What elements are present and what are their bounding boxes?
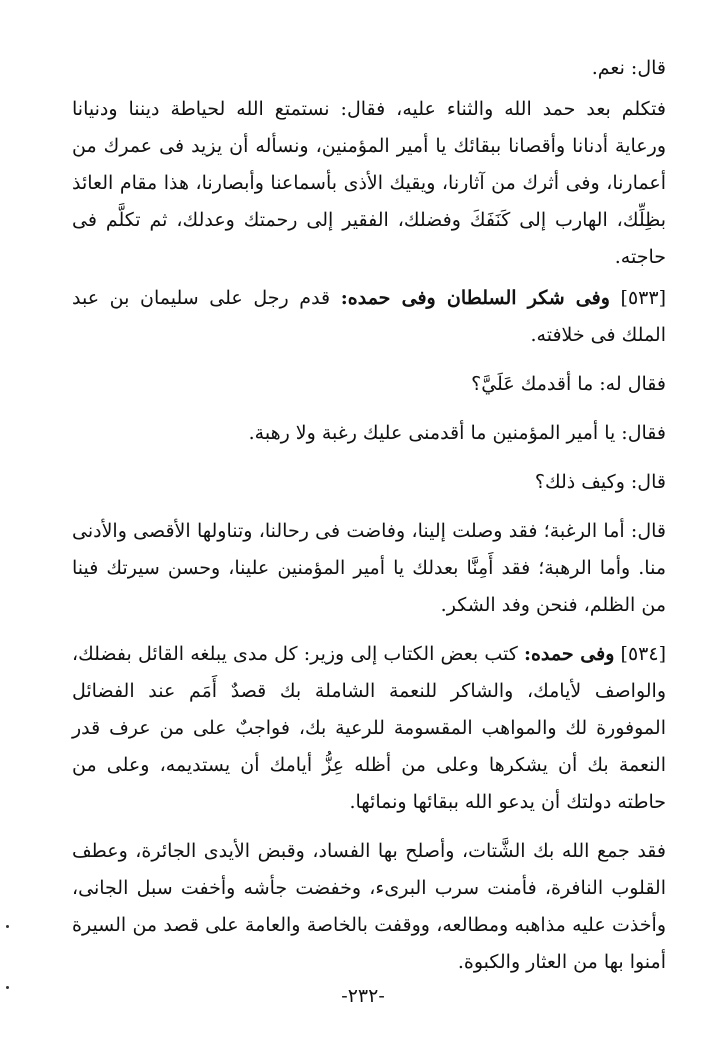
entry-heading: وفى حمده: [523,643,615,665]
paragraph-closing: فقد جمع الله بك الشَّتات، وأصلح بها الفساد، وقبض الأيدى الجائرة، وعطف القلوب النافرة، فأمنت سرب البرىء، وخفضت جأشه وأخفت سبل الجانى، وأخذت عليه مذاهبه ومطالعه، ووقفت بالخاصة والعامة على قصد من السيرة أمنوا بها من العثار والكبوة. [72,840,666,973]
paragraph-speech: فتكلم بعد حمد الله والثناء عليه، فقال: نستمتع الله لحياطة ديننا ودنيانا ورعاية أدنانا وأقصانا ببقائك يا أمير المؤمنين، ونسأله أن يزيد فى عمرك من أعمارنا، وفى أثرك من آثارنا، ويقيك الأذى بأسماعنا وأبصارنا، هذا مقام العائذ بظِلِّك، الهارب إلى كَنَفَكَ وفضلك، الفقير إلى رحمتك وعدلك، ثم تكلَّم فى حاجته. [72,98,666,268]
entry-number: [٥٣٤] [620,643,667,665]
page-body [72,50,666,981]
dialogue-line: فقال له: ما أقدمك عَلَيَّ؟ [471,373,666,395]
entry-534 [72,636,666,821]
entry-533 [72,280,666,354]
scan-speck [6,925,9,928]
text-line-qala-naam: قال: نعم. [591,57,666,79]
dialogue-line: فقال: يا أمير المؤمنين ما أقدمنى عليك رغبة ولا رهبة. [248,422,666,444]
entry-text: كتب بعض الكتاب إلى وزير: كل مدى يبلغه القائل بفضلك، والواصف لأيامك، والشاكر للنعمة الشاملة بك قصدٌ أَمَم عند الفضائل الموفورة لك والمواهب المقسومة للرعية بك، فواجبٌ على من عرف قدر النعمة بك أن يشكرها وعلى من أظله عِزُّ أيامك أن يستديمه، وعلى من حاطته دولتك أن يدعو الله ببقائها ونمائها. [72,643,666,813]
entry-text: قدم رجل على سليمان بن عبد الملك فى خلافته. [72,287,666,346]
entry-heading: وفى شكر السلطان وفى حمده: [340,287,610,309]
dialogue-line: قال: وكيف ذلك؟ [534,471,666,493]
entry-number: [٥٣٣] [620,287,666,309]
page-number: -٢٣٢- [341,985,385,1007]
scan-speck [6,986,9,989]
paragraph-raghba: قال: أما الرغبة؛ فقد وصلت إلينا، وفاضت فى رحالنا، وتناولها الأقصى والأدنى منا. وأما الرهبة؛ فقد أَمِنَّا بعدلك يا أمير المؤمنين علينا، وحسن سيرتك فينا من الظلم، فنحن وفد الشكر. [72,520,667,616]
